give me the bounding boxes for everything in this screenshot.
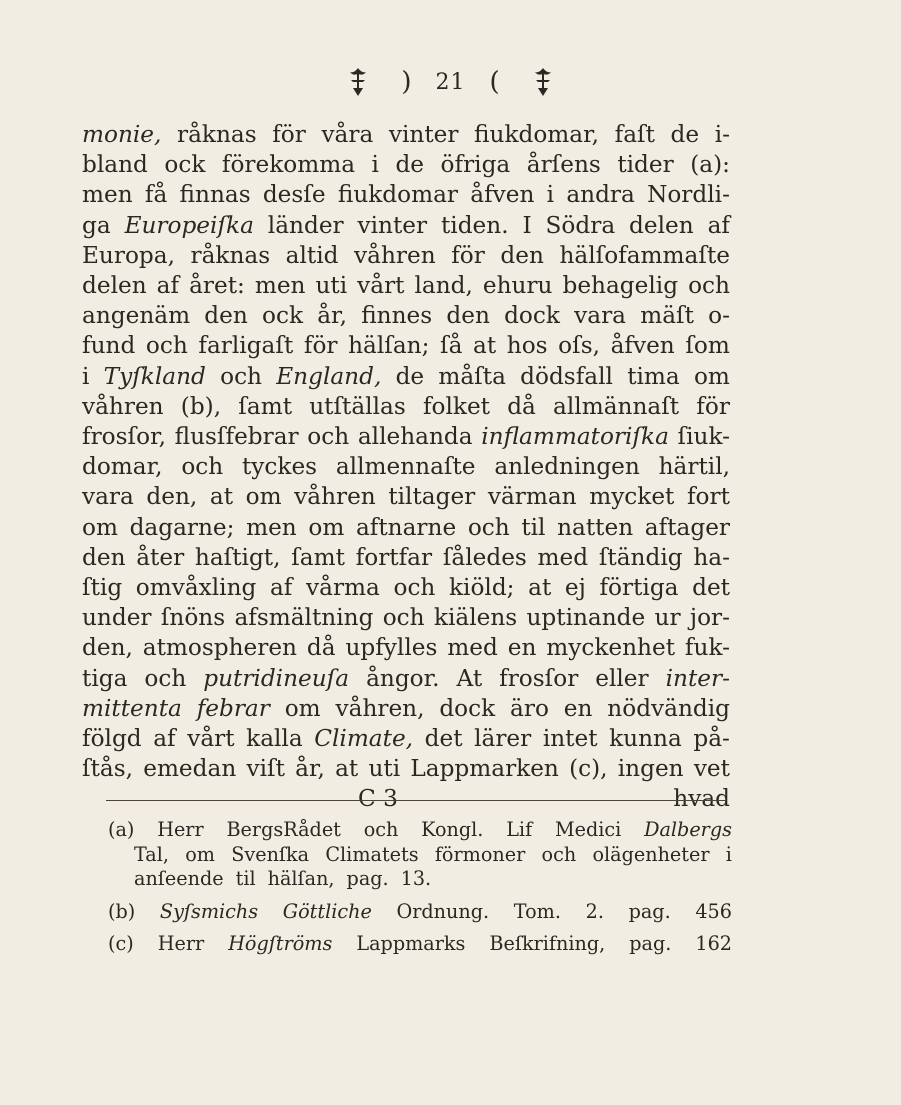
word: hos <box>506 332 548 360</box>
footnote-word: hälſan, <box>267 867 335 891</box>
footnote-line <box>108 900 732 925</box>
word: och <box>467 513 510 541</box>
word: til <box>521 513 546 541</box>
text-line <box>82 331 730 361</box>
word: den <box>204 302 248 330</box>
text-line <box>82 211 730 241</box>
word: få <box>144 181 168 209</box>
word: intet <box>542 725 598 753</box>
word: då <box>306 634 336 662</box>
body-text <box>82 120 730 814</box>
footnote-word: och <box>541 842 577 866</box>
footnote-word: 13. <box>400 867 432 891</box>
footnote-word: Herr <box>157 818 204 841</box>
word: fortfar <box>355 543 433 571</box>
right-paren: ( <box>489 67 500 97</box>
word: Nordli- <box>647 181 730 209</box>
word: inter- <box>665 664 730 692</box>
word: delen <box>629 211 694 239</box>
word: ga <box>82 211 111 239</box>
word: för <box>272 121 306 148</box>
word: Lappmarken <box>410 755 559 783</box>
text-line <box>82 543 730 573</box>
word: för <box>303 332 338 360</box>
footnote-word: 456 <box>695 899 732 923</box>
text-line <box>82 513 730 543</box>
page-number: 21 <box>435 69 466 95</box>
word: om <box>82 513 118 541</box>
footnote-word: til <box>235 867 256 891</box>
word: ock <box>164 151 206 179</box>
footnote-word: Kongl. <box>421 818 484 841</box>
footnote-word: pag. <box>346 867 389 891</box>
word: ehuru <box>482 272 553 300</box>
word: Climate, <box>314 725 414 753</box>
word: afsmältning <box>234 604 374 632</box>
word: förekomma <box>221 151 356 179</box>
word: då <box>507 392 536 420</box>
text-line <box>82 664 730 694</box>
word: hälſofammaſte <box>559 241 730 269</box>
word: våra <box>321 121 374 148</box>
word: haſtigt, <box>194 543 281 571</box>
word: om <box>308 513 345 541</box>
footnote-word: Svenſka <box>231 842 310 866</box>
word: ſom <box>685 332 730 360</box>
text-line <box>82 422 730 452</box>
word: för <box>696 392 730 420</box>
footnote-word: Lappmarks <box>356 932 466 956</box>
word: och <box>382 604 425 632</box>
word: med <box>537 543 589 571</box>
word: vet <box>693 755 730 783</box>
word: tider <box>617 151 674 179</box>
word: vårt <box>357 272 405 300</box>
word: behagelig <box>562 272 679 300</box>
word: mittenta <box>82 694 182 722</box>
word: nödvändig <box>607 694 730 722</box>
word: ej <box>564 574 586 602</box>
word: utſtällas <box>309 392 406 420</box>
word: kunna <box>609 725 682 753</box>
word: och <box>144 664 187 692</box>
word: flusſfebrar <box>174 423 299 451</box>
word: ſiuk- <box>677 423 730 451</box>
word: våhren, <box>335 694 425 722</box>
word: och <box>393 574 436 602</box>
word: faſt <box>614 121 655 148</box>
word: frosſor, <box>82 423 166 451</box>
word: öfriga <box>440 151 511 179</box>
word: de <box>670 121 700 148</box>
word: (b), <box>180 392 222 420</box>
word: allehanda <box>357 423 473 451</box>
word: Tyſkland <box>103 362 206 390</box>
word: fort <box>686 483 730 511</box>
text-line <box>82 241 730 271</box>
word: uptinande <box>526 604 646 632</box>
word: den, <box>146 483 198 511</box>
word: altid <box>285 241 339 269</box>
word: vårt <box>187 725 235 753</box>
word: vara <box>82 483 134 511</box>
word: ur <box>654 604 681 632</box>
word: ock <box>262 302 304 330</box>
word: frosſor <box>499 664 579 692</box>
footnote-word: Beſkrifning, <box>489 932 606 956</box>
word: en <box>563 694 593 722</box>
footnote-word: Dalbergs <box>644 818 732 841</box>
footnote-rule <box>106 800 726 801</box>
word: ha- <box>693 543 730 571</box>
word: den <box>500 241 544 269</box>
word: åfven <box>470 181 535 209</box>
word: den <box>446 302 490 330</box>
footnote-word: 2. <box>585 899 604 923</box>
word: med <box>447 634 498 662</box>
word: de <box>395 151 425 179</box>
footnote-word: Högſtröms <box>228 932 333 956</box>
word: den <box>82 543 126 571</box>
word: at <box>335 755 359 783</box>
word: inflammatoriſka <box>481 423 669 451</box>
word: för <box>451 241 485 269</box>
text-line <box>82 694 730 724</box>
word: värman <box>487 483 577 511</box>
footnote-word: Ordnung. <box>396 899 490 923</box>
word: omvåxling <box>135 574 257 602</box>
word: fuk- <box>684 634 730 662</box>
word: dock <box>504 302 560 330</box>
text-line <box>82 754 730 784</box>
word: ingen <box>617 755 684 783</box>
footnote-word: Climatets <box>325 842 419 866</box>
word: dödsfall <box>520 362 613 390</box>
word: finnas <box>179 181 251 209</box>
text-line <box>82 633 730 663</box>
word: delen <box>82 272 147 300</box>
word: dock <box>439 694 496 722</box>
footnote-word: förmoner <box>434 842 526 866</box>
footnote-word: Syſsmichs <box>159 899 259 923</box>
footnote-word: och <box>363 818 399 841</box>
footnote-word: Tal, <box>134 842 169 866</box>
footnote-line <box>108 818 732 843</box>
left-paren: ) <box>401 67 412 97</box>
word: och <box>145 332 188 360</box>
word: och <box>181 453 224 481</box>
word: året: <box>189 272 245 300</box>
text-line <box>82 301 730 331</box>
word: aftnarne <box>355 513 457 541</box>
footnote-word: anſeende <box>134 867 224 891</box>
word: det <box>424 725 463 753</box>
footnote-line <box>108 867 732 892</box>
word: år, <box>295 755 325 783</box>
word: måſta <box>438 362 506 390</box>
word: at <box>209 483 234 511</box>
footnotes <box>108 818 732 957</box>
word: farligaſt <box>198 332 294 360</box>
word: Södra <box>545 211 616 239</box>
word: allmännaſt <box>553 392 680 420</box>
word: hälſan; <box>348 332 430 360</box>
word: folket <box>422 392 490 420</box>
word: fund <box>82 332 136 360</box>
word: af <box>153 725 176 753</box>
footnote-word: pag. <box>628 899 671 923</box>
word: en <box>507 634 537 662</box>
word: i <box>82 362 90 390</box>
word: härtil, <box>658 453 730 481</box>
word: lärer <box>474 725 532 753</box>
text-line <box>82 482 730 512</box>
word: på- <box>693 725 730 753</box>
word: ſamt <box>238 392 293 420</box>
word: men <box>82 181 133 209</box>
word: land, <box>414 272 473 300</box>
word: kiöld; <box>449 574 515 602</box>
running-head <box>0 62 901 102</box>
text-line <box>82 271 730 301</box>
footnote-word: BergsRådet <box>226 818 341 841</box>
footnote-word: Lif <box>506 818 533 841</box>
word: våhren <box>294 483 376 511</box>
text-line <box>82 362 730 392</box>
word: af <box>707 211 730 239</box>
word: den, <box>82 634 133 662</box>
word: ſå <box>440 332 463 360</box>
word: kiälens <box>433 604 518 632</box>
footnote-mark: (b) <box>108 899 136 923</box>
word: våhren <box>354 241 436 269</box>
footnote-line <box>108 932 732 957</box>
word: oſs, <box>558 332 600 360</box>
word: uti <box>368 755 401 783</box>
word: af <box>156 272 180 300</box>
word: monie, <box>82 121 162 148</box>
word: angenäm <box>82 302 191 330</box>
word: äro <box>510 694 549 722</box>
word: länder <box>267 211 344 239</box>
word: i- <box>714 121 730 148</box>
word: bland <box>82 151 148 179</box>
word: åter <box>136 543 185 571</box>
word: vinter <box>388 121 459 148</box>
word: årſens <box>526 151 601 179</box>
word: Europeiſka <box>124 211 254 239</box>
signature-mark: C 3 <box>358 785 398 813</box>
word: om <box>245 483 282 511</box>
footnote-word: Medici <box>554 818 622 841</box>
text-line <box>82 603 730 633</box>
word: fiukdomar <box>337 181 459 209</box>
fleuron-icon <box>347 66 369 98</box>
word: myckenhet <box>546 634 676 662</box>
footnote-word: pag. <box>629 932 672 956</box>
footnote-mark: (a) <box>108 818 135 841</box>
text-line <box>82 573 730 603</box>
footnote-word: i <box>725 842 732 866</box>
footnote-word: olägenheter <box>592 842 710 866</box>
word: och <box>688 272 730 300</box>
word: ſnöns <box>160 604 226 632</box>
word: aftager <box>644 513 730 541</box>
word: putridineuſa <box>203 664 350 692</box>
word: det <box>692 574 730 602</box>
word: Europa, <box>82 241 175 269</box>
word: fölgd <box>82 725 142 753</box>
word: i <box>371 151 379 179</box>
fleuron-icon <box>532 66 554 98</box>
footnote-word: Tom. <box>513 899 561 923</box>
word: om <box>693 362 730 390</box>
word: o- <box>708 302 730 330</box>
word: tyckes <box>241 453 318 481</box>
word: och <box>220 362 262 390</box>
word: ſtig <box>82 574 123 602</box>
word: af <box>269 574 293 602</box>
word: fiukdomar, <box>474 121 600 148</box>
word: under <box>82 604 152 632</box>
word: om <box>284 694 321 722</box>
word: upfylles <box>345 634 438 662</box>
word: de <box>395 362 425 390</box>
word: allmennaſte <box>335 453 476 481</box>
text-line <box>82 724 730 754</box>
word: at <box>528 574 552 602</box>
word: dagarne; <box>129 513 235 541</box>
word: emedan <box>143 755 237 783</box>
word: ſtås, <box>82 755 133 783</box>
word: ſåledes <box>442 543 527 571</box>
word: domar, <box>82 453 163 481</box>
word: men <box>254 272 306 300</box>
catchword: hvad <box>673 785 730 813</box>
word: år, <box>317 302 347 330</box>
word: At <box>456 664 483 692</box>
word: uti <box>315 272 348 300</box>
footnote-mark: (c) <box>108 932 134 956</box>
word: febrar <box>196 694 270 722</box>
word: vara <box>574 302 626 330</box>
word: ſamt <box>291 543 345 571</box>
word: natten <box>557 513 634 541</box>
word: (a): <box>690 151 730 179</box>
word: jor- <box>689 604 730 632</box>
word: I <box>522 211 532 239</box>
word: ångor. <box>366 664 440 692</box>
text-line <box>82 120 730 150</box>
text-line <box>82 452 730 482</box>
word: mycket <box>589 483 675 511</box>
word: tima <box>627 362 680 390</box>
word: råknas <box>176 121 257 148</box>
word: anledningen <box>494 453 640 481</box>
text-line <box>82 392 730 422</box>
word: eller <box>595 664 649 692</box>
word: desſe <box>262 181 326 209</box>
word: andra <box>566 181 635 209</box>
footnote-word: Herr <box>157 932 205 956</box>
word: at <box>473 332 497 360</box>
word: vinter <box>357 211 428 239</box>
word: finnes <box>361 302 433 330</box>
word: England, <box>276 362 382 390</box>
word: i <box>546 181 555 209</box>
text-line <box>82 180 730 210</box>
word: kalla <box>246 725 303 753</box>
footnote-line <box>108 843 732 868</box>
word: ſtändig <box>598 543 683 571</box>
word: tiden. <box>440 211 509 239</box>
word: viſt <box>246 755 285 783</box>
footnote-word: om <box>185 842 215 866</box>
word: våhren <box>82 392 164 420</box>
word: förtiga <box>599 574 679 602</box>
word: åfven <box>610 332 675 360</box>
word: mäſt <box>640 302 694 330</box>
text-line <box>82 150 730 180</box>
word: och <box>307 423 350 451</box>
word: råknas <box>190 241 271 269</box>
footnote-word: 162 <box>695 932 732 956</box>
word: vårma <box>306 574 380 602</box>
word: tiltager <box>388 483 476 511</box>
word: (c), <box>569 755 608 783</box>
word: men <box>246 513 297 541</box>
footnote-word: Göttliche <box>282 899 372 923</box>
word: tiga <box>82 664 128 692</box>
word: atmospheren <box>142 634 297 662</box>
